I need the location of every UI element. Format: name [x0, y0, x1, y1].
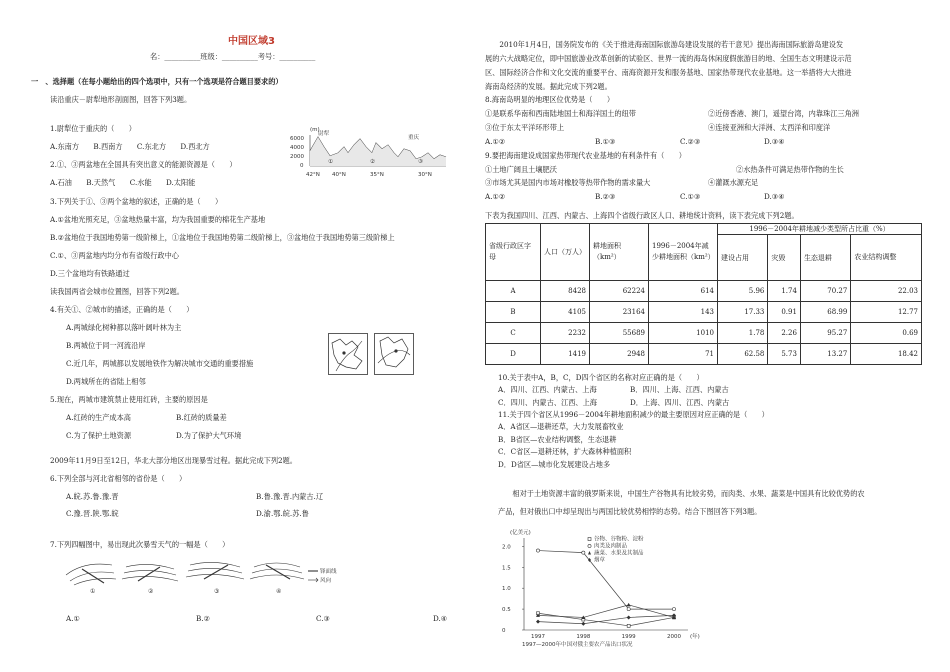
hainan-intro-1: 2010年1月4日，国务院发布的《关于推进海南国际旅游岛建设发展的若干意见》提出海南国际旅游岛建设发	[485, 40, 844, 49]
question-4-option-c: C.近几年，两城都以发展地铁作为解决城市交通的重要措施	[66, 359, 254, 368]
question-8-option-a: A.①②	[485, 137, 506, 146]
city-map-2	[374, 333, 414, 375]
section-heading: 一 、选择题（在每小题给出的四个选项中，只有一个选项是符合题目要求的）	[31, 77, 283, 86]
question-3-option-a: A.①盆地光照充足，③盆地热量丰富，均为我国重要的棉花生产基地	[50, 215, 266, 224]
profile-basin-2: ②	[370, 159, 375, 165]
terrain-profile-figure	[288, 123, 453, 183]
question-3-option-d: D.三个盆地均有铁路通过	[50, 269, 130, 278]
question-8-option-d: D.③④	[764, 137, 785, 146]
question-8: 8.海南岛明显的地理区位优势是（ ）	[485, 95, 615, 104]
question-11-option-b: B．B省区—农业结构调整，生态退耕	[498, 435, 617, 444]
russia-intro-1: 相对于土地资源丰富的俄罗斯来说，中国生产谷物具有比较劣势，而肉类、水果、蔬菜是中国具有比较优势的农	[498, 489, 865, 498]
question-4-option-b: B.两城位于同一河流沿岸	[66, 341, 146, 350]
table-cell: 23164	[590, 302, 649, 323]
question-9-option-c: C.①③	[680, 192, 701, 201]
question-6: 6.下列全部与河北省相邻的省份是（ ）	[50, 474, 187, 483]
chart-data-point	[536, 620, 540, 624]
table-cell: 55689	[590, 323, 649, 344]
question-1-options: A.东南方 B.西南方 C.东北方 D.西北方	[50, 142, 210, 151]
table-cell: 71	[649, 344, 718, 365]
weather-front-diagrams	[64, 555, 354, 595]
front-diagram-2	[122, 564, 178, 595]
chart-data-point	[672, 607, 675, 610]
table-header-cell: 省级行政区字母	[486, 224, 541, 281]
question-6-option-b: B.鲁.豫.晋.内蒙古.辽	[256, 492, 324, 501]
question-9-item-4: ④灌溉水源充足	[708, 178, 759, 187]
table-cell: 2.26	[768, 323, 801, 344]
table-header-cell: 1996－2004年耕地减少类型所占比重（%）	[718, 224, 922, 235]
chart-xtick-label: 1997	[531, 634, 545, 640]
question-8-item-3: ③位于东太平洋环形带上	[485, 123, 565, 132]
city-map-1	[328, 333, 368, 375]
table-header-cell: 人口（万人）	[541, 224, 590, 281]
question-9-option-b: B.②③	[595, 192, 616, 201]
question-7: 7.下列四幅图中，易出现此次暴雪天气的一幅是（ ）	[50, 540, 230, 549]
question-10-option-d: D．上海、四川、江西、内蒙古	[630, 398, 730, 407]
question-8-item-2: ②近傍香港、澳门，遥望台湾，内靠珠江三角洲	[708, 109, 859, 118]
chart-ytick-label: 1.0	[502, 586, 511, 593]
table-cell: 614	[649, 281, 718, 302]
question-10: 10.关于表中A，B，C，D四个省区的名称对应正确的是（ ）	[498, 373, 704, 382]
chart-legend-marker	[588, 551, 591, 555]
table-cell: 1.74	[768, 281, 801, 302]
chart-xtick-label: 2000	[667, 634, 681, 640]
question-10-option-a: A．四川、江西、内蒙古、上海	[498, 385, 597, 394]
question-11-option-d: D．D省区—城市化发展建设占地多	[498, 460, 611, 469]
profile-ytick-0: 0	[300, 163, 304, 169]
question-11-option-a: A．A省区—退耕还草，大力发展畜牧业	[498, 422, 624, 431]
question-5-option-d: D.为了保护大气环境	[176, 431, 242, 440]
question-11: 11.关于四个省区从1996－2004年耕地面积减少的最主要原因对应正确的是（ ）	[498, 410, 769, 419]
table-row	[486, 281, 922, 302]
question-7-option-d: D.④	[433, 614, 448, 623]
hainan-intro-2: 展的六大战略定位，即中国旅游业改革创新的试验区、世界一流的海岛休闲度假旅游目的地、全国生态文明建设示范	[485, 54, 852, 63]
chart-series-line	[538, 551, 674, 610]
chart-data-point	[627, 603, 631, 607]
table-cell: A	[486, 281, 541, 302]
question-8-option-b: B.①③	[595, 137, 616, 146]
table-row	[486, 302, 922, 323]
table-cell: 143	[649, 302, 718, 323]
profile-xtick-30n: 30°N	[418, 172, 432, 178]
profile-xtick-40n: 40°N	[332, 172, 346, 178]
hainan-intro-4: 海南岛经济的发展。据此完成下列2题。	[485, 82, 612, 91]
table-cell: 12.77	[851, 302, 922, 323]
table-cell: 4105	[541, 302, 590, 323]
province-stats-table	[485, 223, 922, 365]
chart-title: 1997—2000年中国对俄主要农产品出口状况	[522, 642, 633, 648]
question-5-option-b: B.红砖的质量差	[176, 413, 227, 422]
chart-legend-label: 蔬菜、水果及其制品	[594, 550, 644, 557]
table-cell: 13.27	[800, 344, 850, 365]
chart-legend-label: 烟草	[594, 557, 606, 564]
table-row	[486, 323, 922, 344]
table-cell: 1419	[541, 344, 590, 365]
front-diagram-3	[186, 562, 244, 595]
chart-data-point	[582, 551, 585, 554]
chart-data-point	[581, 622, 585, 626]
table-cell: 68.99	[800, 302, 850, 323]
chart-ytick-label: 2.0	[502, 544, 511, 551]
question-3: 3.下列关于①、③两个盆地的叙述，正确的是（ ）	[50, 197, 223, 206]
question-3-option-b: B.②盆地位于我国地势第一级阶梯上，①盆地位于我国地势第二级阶梯上，③盆地位于我国地势第三级阶梯上	[50, 233, 395, 242]
question-8-item-4: ④连接亚洲和大洋洲、太西洋和印度洋	[708, 123, 831, 132]
question-8-option-c: C.②③	[680, 137, 701, 146]
profile-xtick-42n: 42°N	[306, 172, 320, 178]
chart-data-point	[536, 549, 539, 552]
chart-series-line	[538, 613, 674, 626]
question-7-option-b: B.②	[196, 614, 211, 623]
table-cell: C	[486, 323, 541, 344]
chart-legend-label: 谷物、谷物粉、淀粉	[594, 536, 644, 543]
question-2-options: A.石油 B.天然气 C.水能 D.太阳能	[50, 178, 196, 187]
chart-xtick-label: 1998	[576, 634, 591, 640]
chart-data-point	[627, 615, 631, 619]
intro-text-3: 2009年11月9日至12日，华北大部分地区出现暴雪过程。据此完成下列2题。	[50, 456, 297, 465]
question-8-item-1: ①是联系华南和西南陆地国土和海洋国土的纽带	[485, 109, 636, 118]
table-cell: 95.27	[800, 323, 850, 344]
table-cell: B	[486, 302, 541, 323]
question-10-option-c: C．四川、内蒙古、江西、上海	[498, 398, 597, 407]
front-num-3: ③	[214, 588, 220, 595]
profile-ytick-2000: 2000	[290, 154, 304, 160]
table-header-cell: 农业结构调整	[851, 235, 922, 281]
front-num-4: ④	[276, 588, 282, 595]
chart-data-point	[627, 607, 630, 610]
table-cell: D	[486, 344, 541, 365]
profile-y-unit: (m)	[310, 127, 320, 133]
chart-ylabel: (亿美元)	[510, 530, 531, 536]
table-cell: 0.91	[768, 302, 801, 323]
front-num-2: ②	[148, 588, 154, 595]
chart-ytick-label: 0	[502, 628, 506, 634]
table-cell: 5.73	[768, 344, 801, 365]
question-4-option-a: A.两城绿化树种都以落叶阔叶林为主	[66, 323, 182, 332]
profile-label-yuli: 尉犁	[318, 131, 330, 137]
table-header-row	[486, 224, 922, 235]
question-1: 1.尉犁位于重庆的（ ）	[50, 124, 136, 133]
profile-basin-3: ③	[418, 159, 423, 165]
chart-xtick-label: 1999	[621, 634, 636, 640]
question-2: 2.①、③两盆地在全国具有突出意义的能源资源是（ ）	[50, 160, 237, 169]
question-3-option-c: C.①、③两盆地内均分布有省级行政中心	[50, 251, 179, 260]
russia-intro-2: 产品，但对俄出口中却呈现出与两国比较优势相悖的态势。结合下图回答下列3题。	[498, 507, 762, 516]
question-6-option-a: A.皖.苏.鲁.豫.晋	[66, 492, 119, 501]
front-num-1: ①	[90, 588, 96, 595]
chart-legend-marker	[588, 544, 591, 547]
question-9-item-1: ①土地广阔且土壤肥沃	[485, 165, 557, 174]
chart-data-point	[627, 624, 630, 627]
export-line-chart	[496, 526, 718, 648]
front-diagram-4	[250, 563, 304, 595]
table-header-cell: 1996－2004年减少耕地面积（km²）	[649, 224, 718, 281]
question-7-option-c: C.③	[316, 614, 330, 623]
question-5-option-c: C.为了保护土地资源	[66, 431, 132, 440]
front-legend-wind: 风向	[320, 578, 332, 584]
chart-ytick-label: 0.5	[502, 607, 511, 614]
table-header-cell: 灾毁	[768, 235, 801, 281]
profile-ytick-6000: 6000	[290, 136, 304, 142]
table-cell: 62224	[590, 281, 649, 302]
question-7-option-a: A.①	[66, 614, 80, 623]
page-title: 中国区域3	[228, 36, 275, 47]
table-cell: 1010	[649, 323, 718, 344]
table-header-cell: 耕地面积（km²）	[590, 224, 649, 281]
chart-xlabel: (年)	[690, 634, 700, 640]
profile-xtick-35n: 35°N	[370, 172, 384, 178]
table-cell: 2948	[590, 344, 649, 365]
table-header-cell: 生态退耕	[800, 235, 850, 281]
table-cell: 17.33	[718, 302, 768, 323]
question-10-option-b: B．四川、上海、江西、内蒙古	[630, 385, 729, 394]
question-5: 5.现在，两城市建筑禁止使用红砖，主要的原因是	[50, 395, 208, 404]
front-legend-line: 锋面线	[320, 569, 337, 575]
chart-series-line	[538, 605, 674, 618]
front-diagram-1	[66, 564, 116, 595]
profile-basin-1: ①	[328, 159, 333, 165]
table-cell: 0.69	[851, 323, 922, 344]
intro-text: 读沿重庆－尉犁地形剖面图，回答下列3题。	[50, 95, 192, 104]
chart-legend-marker	[588, 538, 591, 541]
chart-ytick-label: 1.5	[502, 565, 511, 572]
table-cell: 5.96	[718, 281, 768, 302]
table-cell: 62.58	[718, 344, 768, 365]
table-cell: 70.27	[800, 281, 850, 302]
table-cell: 8428	[541, 281, 590, 302]
intro-text-2: 读我国两省会城市位置图，回答下列2题。	[50, 287, 184, 296]
question-4-option-d: D.两城所在的省陆上相邻	[66, 377, 146, 386]
question-11-option-c: C．C省区—退耕还林，扩大森林种植面积	[498, 447, 632, 456]
chart-legend-label: 肉类及肉制品	[594, 543, 628, 550]
table-cell: 18.42	[851, 344, 922, 365]
question-9: 9.要把海南建设成国家热带现代农业基地的有利条件有（ ）	[485, 151, 686, 160]
student-info-line: 名：__________班级：__________考号：__________	[150, 52, 316, 61]
question-4: 4.有关①、②城市的描述，正确的是（ ）	[50, 305, 194, 314]
table-intro: 下表为我国四川、江西、内蒙古、上海四个省级行政区人口、耕地统计资料，读下表完成下列2题。	[485, 211, 799, 220]
table-cell: 1.78	[718, 323, 768, 344]
table-header-cell: 建设占用	[718, 235, 768, 281]
question-9-option-a: A.①②	[485, 192, 506, 201]
question-9-option-d: D.③④	[764, 192, 785, 201]
table-row	[486, 344, 922, 365]
table-cell: 22.03	[851, 281, 922, 302]
question-9-item-2: ②水热条件可满足热带作物的生长	[736, 165, 844, 174]
question-5-option-a: A.红砖的生产成本高	[66, 413, 131, 422]
hainan-intro-3: 区、国际经济合作和文化交流的重要平台、南海资源开发和服务基地、国家热带现代农业基地。这一举措将大大推进	[485, 68, 852, 77]
question-6-option-c: C.豫.晋.陕.鄂.皖	[66, 509, 119, 518]
profile-ytick-4000: 4000	[290, 145, 304, 151]
question-6-option-d: D.渝.鄂.皖.苏.鲁	[256, 509, 309, 518]
table-cell: 2232	[541, 323, 590, 344]
question-9-item-3: ③市场尤其是国内市场对橡胶等热带作物的需求量大	[485, 178, 651, 187]
profile-label-chongqing: 重庆	[408, 135, 420, 141]
